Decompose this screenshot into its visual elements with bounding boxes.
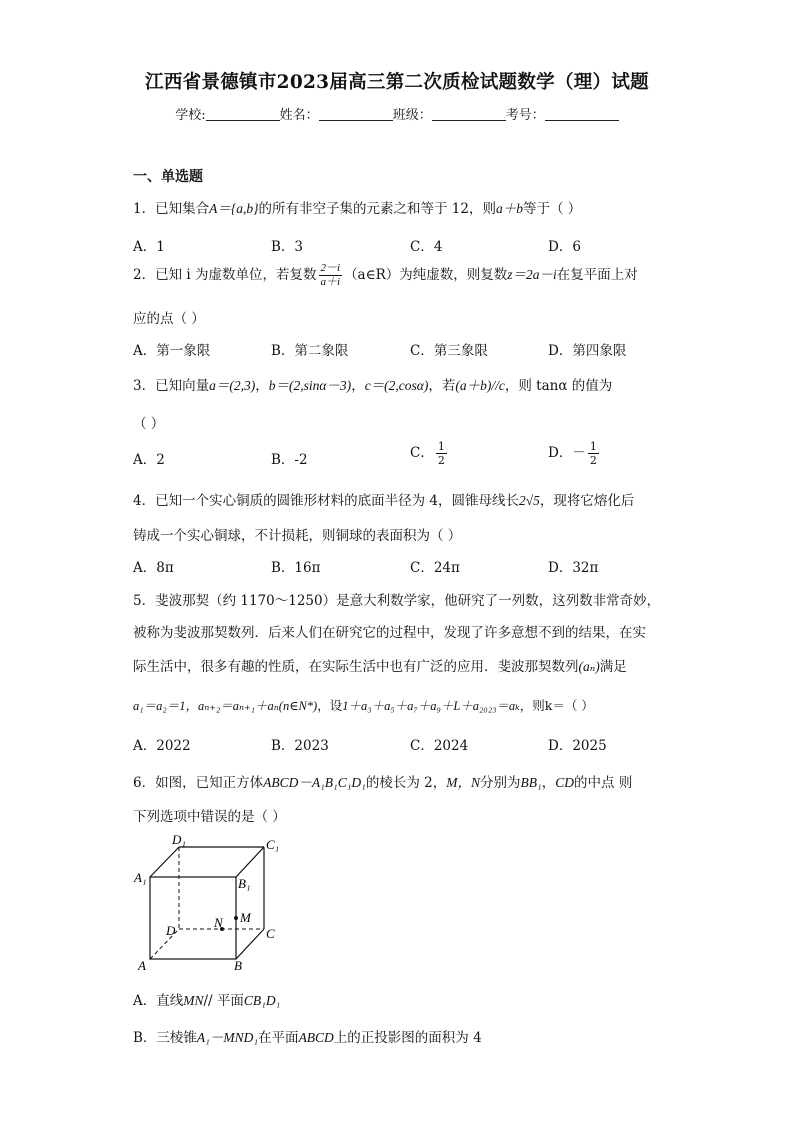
label-c1: C₁ [266,837,280,852]
q5-option-c[interactable]: C．2024 [410,738,469,754]
q4-option-d[interactable]: D．32π [548,560,599,576]
number-label: 考号： [505,108,545,123]
q6-option-b-pyramid: A₁－MND₁ [196,1030,259,1045]
q5-line3-text: 际生活中，很多有趣的性质，在实际生活中也有广泛的应用．斐波那契数列 [133,659,579,675]
class-label: 班级： [392,108,432,123]
q4-text-end: ，现将它熔化后 [539,493,635,509]
q3-text: 3．已知向量 [133,378,210,394]
label-d1: D₁ [172,832,186,847]
q1-text-mid: 的所有非空子集的元素之和等于 12，则 [258,201,496,217]
q5-line3-end: 满足 [599,659,627,675]
q1-expr: a＋b [496,201,523,216]
q5-line1: 5．斐波那契（约 1170～1250）是意大利数学家，他研究了一列数，这列数非常奇妙， [133,593,661,609]
q2-option-c[interactable]: C．第三象限 [410,343,488,359]
q6-line2: 下列选项中错误的是（ ） [133,809,286,825]
section-heading: 一、单选题 [133,169,203,185]
q5-recurrence: a₁＝a₂＝1，aₙ₊₂＝aₙ₊₁＋aₙ(n∈N*) [133,699,318,713]
q5-option-b[interactable]: B．2023 [271,738,329,754]
q3-option-d[interactable] [548,440,601,467]
q3-option-c[interactable] [410,440,449,467]
q3-vec-a: a＝(2,3) [209,378,256,393]
label-a: A [138,958,146,972]
q2-frac-den: a＋i [320,276,341,288]
label-b1: B₁ [238,876,251,891]
q6-mn: M，N [446,775,481,790]
q3-vec-b: b＝(2,sinα－3) [268,378,352,393]
frac-den: 2 [437,454,445,467]
question-3: 3．已知向量a＝(2,3)，b＝(2,sinα－3)，c＝(2,cosα)，若(a＋b)//c，则 tanα 的值为 [133,378,613,394]
frac-num: 1 [437,440,445,453]
q1-option-c[interactable]: C．4 [410,239,443,255]
label-c: C [266,926,275,941]
q2-fraction [319,262,343,289]
q2-option-d[interactable]: D．第四象限 [548,343,627,359]
q6-option-a-label: A．直线 [133,993,184,1009]
q5-option-d[interactable]: D．2025 [548,738,607,754]
q3-cond: ，若 [428,378,456,394]
student-info-line [0,104,794,123]
q2-line2: 应的点（ ） [133,311,205,327]
cube-front-face [150,877,236,959]
label-d: D [166,923,176,938]
q6-option-a-line: MN [183,993,204,1008]
q3-parallel: (a＋b)//c [455,378,505,393]
q6-cube: ABCD－A₁B₁C₁D₁ [263,775,366,790]
q3-option-d-fraction [588,440,599,467]
q3-option-b[interactable]: B．-2 [271,452,308,468]
q2-cond: （a∈R）为纯虚数，则复数 [344,267,508,283]
q6-option-b-end: 上的正投影图的面积为 4 [333,1030,482,1046]
q5-ask: ，则k＝（ ） [519,698,594,713]
school-blank[interactable] [206,108,280,121]
q5-line2: 被称为斐波那契数列．后来人们在研究它的过程中，发现了许多意想不到的结果，在实 [133,625,646,641]
q4-sqrt: 2√5 [518,493,540,508]
q1-set: A＝{a,b} [209,201,259,216]
q6-option-a[interactable] [133,989,280,1009]
q3-option-c-fraction [436,440,447,467]
q6-option-b-plane: ABCD [298,1030,334,1045]
label-b: B [234,958,242,972]
q6-option-a-plane: CB₁D₁ [243,993,281,1008]
school-label: 学校: [175,108,206,123]
document-title: 江西省景德镇市2023届高三第二次质检试题数学（理）试题 [145,72,649,93]
q6-text-c: 分别为 [480,775,521,791]
q6-option-b[interactable] [133,1026,482,1046]
q2-option-a[interactable]: A．第一象限 [133,343,211,359]
q6-cd: CD [555,775,574,790]
q6-text-b: 的棱长为 2， [365,775,447,791]
frac-num: 1 [589,440,597,453]
q1-option-d[interactable]: D．6 [548,239,581,255]
question-4 [133,489,634,509]
q5-line3 [133,655,627,675]
q4-option-c[interactable]: C．24π [410,560,460,576]
point-m [234,916,238,920]
q6-text-e: 的中点 则 [573,775,633,791]
q2-frac-num: 2－i [320,262,341,274]
q3-text-end: ，则 tanα 的值为 [504,378,613,394]
question-1 [133,197,581,217]
q6-bb1: BB₁ [520,775,542,790]
label-m: M [240,910,251,925]
q1-text: 1．已知集合 [133,201,210,217]
q6-option-b-text: 在平面 [258,1030,299,1046]
q6-option-b-label: B．三棱锥 [133,1030,197,1046]
label-n: N [214,915,223,930]
q4-option-a[interactable]: A．8π [133,560,174,576]
q3-option-a[interactable]: A．2 [133,452,165,468]
q4-option-b[interactable]: B．16π [271,560,321,576]
q5-let: ，设 [317,698,343,713]
q5-option-a[interactable]: A．2022 [133,738,191,754]
q3-vec-c: c＝(2,cosα) [364,378,429,393]
name-blank[interactable] [319,108,393,121]
q2-option-b[interactable]: B．第二象限 [271,343,349,359]
q1-option-a[interactable]: A．1 [133,239,165,255]
q3-option-c-label: C． [410,445,434,461]
question-6 [133,771,632,791]
cube-figure [130,832,290,972]
q1-option-b[interactable]: B．3 [271,239,304,255]
q2-text: 2．已知 i 为虚数单位，若复数 [133,267,317,283]
number-blank[interactable] [545,108,619,121]
question-2 [133,262,638,289]
q1-text-end: 等于（ ） [523,201,582,217]
q2-z: z＝2a－i [507,267,557,282]
q3-option-d-label: D．－ [548,445,586,461]
q6-text-d: ， [541,775,556,791]
q5-seq: (aₙ) [578,659,600,674]
frac-den: 2 [589,454,597,467]
q2-text-end: 在复平面上对 [556,267,638,283]
q4-line2: 铸成一个实心铜球，不计损耗，则铜球的表面积为（ ） [133,528,462,544]
q5-line4 [133,696,594,714]
name-label: 姓名： [279,108,319,123]
label-a1: A₁ [134,870,147,885]
q4-text: 4．已知一个实心铜质的圆锥形材料的底面半径为 4，圆锥母线长 [133,493,519,509]
q5-sum: 1＋a₃＋a₅＋a₇＋a₉＋L＋a₂₀₂₃＝aₖ [342,699,520,713]
q6-option-a-parallel: // 平面 [203,993,244,1009]
q6-text: 6．如图，已知正方体 [133,775,264,791]
q3-line2: （ ） [133,416,165,432]
class-blank[interactable] [432,108,506,121]
